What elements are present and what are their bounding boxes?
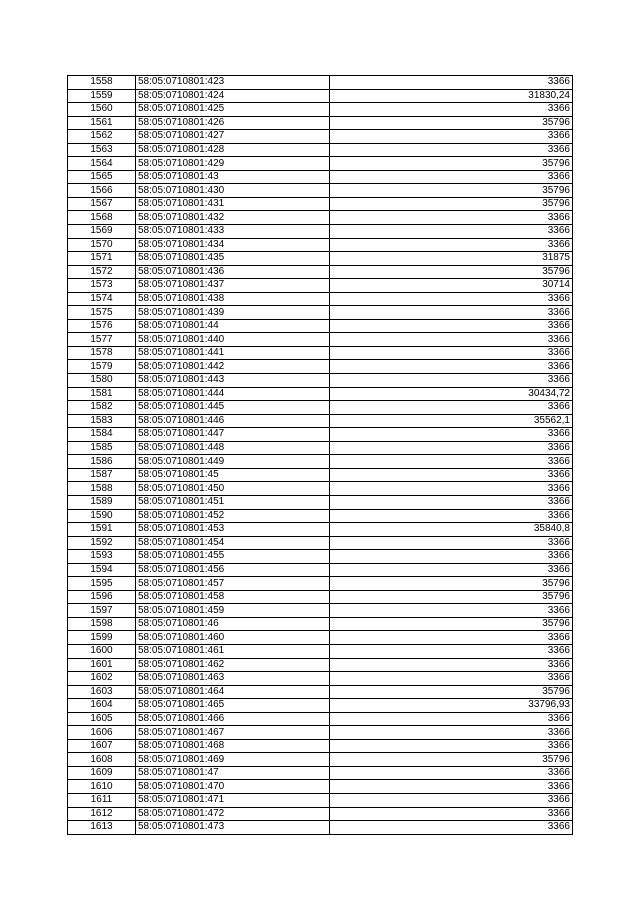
value-cell: 3366: [330, 766, 573, 780]
row-number-cell: 1613: [68, 821, 136, 835]
row-number-cell: 1587: [68, 468, 136, 482]
value-cell: 3366: [330, 292, 573, 306]
row-number-cell: 1590: [68, 509, 136, 523]
cadastral-number-cell: 58:05:0710801:47: [136, 766, 330, 780]
value-cell: 3366: [330, 225, 573, 239]
row-number-cell: 1564: [68, 157, 136, 171]
row-number-cell: 1592: [68, 536, 136, 550]
value-cell: 3366: [330, 319, 573, 333]
cadastral-number-cell: 58:05:0710801:469: [136, 753, 330, 767]
cadastral-number-cell: 58:05:0710801:471: [136, 793, 330, 807]
table-row: [68, 360, 573, 374]
cadastral-number-cell: 58:05:0710801:438: [136, 292, 330, 306]
value-cell: 3366: [330, 455, 573, 469]
value-cell: 31830,24: [330, 89, 573, 103]
cadastral-number-cell: 58:05:0710801:470: [136, 780, 330, 794]
value-cell: 3366: [330, 780, 573, 794]
row-number-cell: 1573: [68, 279, 136, 293]
value-cell: 35796: [330, 577, 573, 591]
value-cell: 35562,1: [330, 414, 573, 428]
table-row: [68, 143, 573, 157]
row-number-cell: 1612: [68, 807, 136, 821]
cadastral-number-cell: 58:05:0710801:465: [136, 699, 330, 713]
cadastral-number-cell: 58:05:0710801:425: [136, 103, 330, 117]
row-number-cell: 1562: [68, 130, 136, 144]
value-cell: 3366: [330, 672, 573, 686]
cadastral-number-cell: 58:05:0710801:461: [136, 644, 330, 658]
value-cell: 3366: [330, 807, 573, 821]
value-cell: 3366: [330, 604, 573, 618]
table-row: [68, 712, 573, 726]
cadastral-number-cell: 58:05:0710801:433: [136, 225, 330, 239]
cadastral-number-cell: 58:05:0710801:460: [136, 631, 330, 645]
row-number-cell: 1599: [68, 631, 136, 645]
value-cell: 3366: [330, 103, 573, 117]
row-number-cell: 1593: [68, 550, 136, 564]
table-row: [68, 306, 573, 320]
cadastral-number-cell: 58:05:0710801:446: [136, 414, 330, 428]
value-cell: 35840,8: [330, 523, 573, 537]
row-number-cell: 1584: [68, 428, 136, 442]
cadastral-number-cell: 58:05:0710801:439: [136, 306, 330, 320]
row-number-cell: 1559: [68, 89, 136, 103]
table-row: [68, 428, 573, 442]
cadastral-number-cell: 58:05:0710801:45: [136, 468, 330, 482]
cadastral-number-cell: 58:05:0710801:447: [136, 428, 330, 442]
cadastral-number-cell: 58:05:0710801:429: [136, 157, 330, 171]
table-row: [68, 252, 573, 266]
row-number-cell: 1576: [68, 319, 136, 333]
cadastral-number-cell: 58:05:0710801:454: [136, 536, 330, 550]
cadastral-number-cell: 58:05:0710801:452: [136, 509, 330, 523]
cadastral-number-cell: 58:05:0710801:440: [136, 333, 330, 347]
cadastral-number-cell: 58:05:0710801:444: [136, 387, 330, 401]
value-cell: 3366: [330, 428, 573, 442]
value-cell: 33796,93: [330, 699, 573, 713]
row-number-cell: 1608: [68, 753, 136, 767]
value-cell: 3366: [330, 563, 573, 577]
row-number-cell: 1563: [68, 143, 136, 157]
table-row: [68, 319, 573, 333]
row-number-cell: 1604: [68, 699, 136, 713]
row-number-cell: 1566: [68, 184, 136, 198]
row-number-cell: 1585: [68, 441, 136, 455]
table-row: [68, 658, 573, 672]
row-number-cell: 1558: [68, 76, 136, 90]
cadastral-number-cell: 58:05:0710801:462: [136, 658, 330, 672]
row-number-cell: 1610: [68, 780, 136, 794]
row-number-cell: 1591: [68, 523, 136, 537]
row-number-cell: 1586: [68, 455, 136, 469]
value-cell: 35796: [330, 685, 573, 699]
cadastral-number-cell: 58:05:0710801:467: [136, 726, 330, 740]
row-number-cell: 1583: [68, 414, 136, 428]
row-number-cell: 1588: [68, 482, 136, 496]
row-number-cell: 1598: [68, 617, 136, 631]
row-number-cell: 1574: [68, 292, 136, 306]
row-number-cell: 1611: [68, 793, 136, 807]
table-row: [68, 482, 573, 496]
value-cell: 3366: [330, 306, 573, 320]
cadastral-number-cell: 58:05:0710801:472: [136, 807, 330, 821]
cadastral-number-cell: 58:05:0710801:448: [136, 441, 330, 455]
cadastral-number-cell: 58:05:0710801:426: [136, 116, 330, 130]
table-row: [68, 563, 573, 577]
table-row: [68, 739, 573, 753]
value-cell: 31875: [330, 252, 573, 266]
table-row: [68, 89, 573, 103]
row-number-cell: 1594: [68, 563, 136, 577]
cadastral-number-cell: 58:05:0710801:464: [136, 685, 330, 699]
value-cell: 3366: [330, 821, 573, 835]
value-cell: 3366: [330, 712, 573, 726]
table-row: [68, 685, 573, 699]
row-number-cell: 1605: [68, 712, 136, 726]
row-number-cell: 1609: [68, 766, 136, 780]
value-cell: 30714: [330, 279, 573, 293]
value-cell: 3366: [330, 401, 573, 415]
value-cell: 3366: [330, 550, 573, 564]
cadastral-number-cell: 58:05:0710801:431: [136, 197, 330, 211]
row-number-cell: 1577: [68, 333, 136, 347]
table-row: [68, 577, 573, 591]
table-row: [68, 238, 573, 252]
row-number-cell: 1560: [68, 103, 136, 117]
table-row: [68, 455, 573, 469]
value-cell: 3366: [330, 739, 573, 753]
table-row: [68, 523, 573, 537]
row-number-cell: 1602: [68, 672, 136, 686]
value-cell: 3366: [330, 482, 573, 496]
table-row: [68, 441, 573, 455]
cadastral-value-table: [67, 75, 573, 835]
value-cell: 35796: [330, 157, 573, 171]
row-number-cell: 1565: [68, 170, 136, 184]
cadastral-number-cell: 58:05:0710801:427: [136, 130, 330, 144]
table-row: [68, 130, 573, 144]
value-cell: 3366: [330, 346, 573, 360]
table-row: [68, 631, 573, 645]
table-row: [68, 617, 573, 631]
cadastral-number-cell: 58:05:0710801:451: [136, 495, 330, 509]
value-cell: 3366: [330, 238, 573, 252]
table-row: [68, 211, 573, 225]
table-row: [68, 644, 573, 658]
table-row: [68, 197, 573, 211]
value-cell: 3366: [330, 726, 573, 740]
table-row: [68, 184, 573, 198]
cadastral-number-cell: 58:05:0710801:434: [136, 238, 330, 252]
value-cell: 35796: [330, 753, 573, 767]
value-cell: 35796: [330, 184, 573, 198]
cadastral-number-cell: 58:05:0710801:436: [136, 265, 330, 279]
row-number-cell: 1569: [68, 225, 136, 239]
table-row: [68, 265, 573, 279]
cadastral-number-cell: 58:05:0710801:463: [136, 672, 330, 686]
row-number-cell: 1561: [68, 116, 136, 130]
value-cell: 3366: [330, 333, 573, 347]
table-row: [68, 387, 573, 401]
row-number-cell: 1597: [68, 604, 136, 618]
table-row: [68, 225, 573, 239]
table-row: [68, 699, 573, 713]
row-number-cell: 1581: [68, 387, 136, 401]
cadastral-number-cell: 58:05:0710801:455: [136, 550, 330, 564]
document-page: [67, 75, 572, 835]
table-row: [68, 374, 573, 388]
cadastral-number-cell: 58:05:0710801:459: [136, 604, 330, 618]
value-cell: 35796: [330, 116, 573, 130]
row-number-cell: 1572: [68, 265, 136, 279]
table-row: [68, 821, 573, 835]
value-cell: 3366: [330, 76, 573, 90]
value-cell: 3366: [330, 143, 573, 157]
table-row: [68, 414, 573, 428]
cadastral-number-cell: 58:05:0710801:453: [136, 523, 330, 537]
row-number-cell: 1571: [68, 252, 136, 266]
value-cell: 3366: [330, 130, 573, 144]
table-row: [68, 726, 573, 740]
cadastral-number-cell: 58:05:0710801:457: [136, 577, 330, 591]
table-row: [68, 103, 573, 117]
value-cell: 35796: [330, 617, 573, 631]
value-cell: 3366: [330, 211, 573, 225]
table-row: [68, 807, 573, 821]
row-number-cell: 1606: [68, 726, 136, 740]
value-cell: 3366: [330, 495, 573, 509]
cadastral-number-cell: 58:05:0710801:445: [136, 401, 330, 415]
row-number-cell: 1579: [68, 360, 136, 374]
row-number-cell: 1567: [68, 197, 136, 211]
row-number-cell: 1603: [68, 685, 136, 699]
table-row: [68, 292, 573, 306]
row-number-cell: 1589: [68, 495, 136, 509]
row-number-cell: 1578: [68, 346, 136, 360]
cadastral-number-cell: 58:05:0710801:424: [136, 89, 330, 103]
row-number-cell: 1570: [68, 238, 136, 252]
table-row: [68, 170, 573, 184]
table-row: [68, 550, 573, 564]
table-row: [68, 495, 573, 509]
value-cell: 3366: [330, 658, 573, 672]
row-number-cell: 1601: [68, 658, 136, 672]
value-cell: 3366: [330, 793, 573, 807]
row-number-cell: 1600: [68, 644, 136, 658]
row-number-cell: 1568: [68, 211, 136, 225]
cadastral-number-cell: 58:05:0710801:43: [136, 170, 330, 184]
table-row: [68, 157, 573, 171]
table-row: [68, 793, 573, 807]
cadastral-number-cell: 58:05:0710801:449: [136, 455, 330, 469]
cadastral-number-cell: 58:05:0710801:442: [136, 360, 330, 374]
cadastral-number-cell: 58:05:0710801:466: [136, 712, 330, 726]
table-row: [68, 333, 573, 347]
cadastral-number-cell: 58:05:0710801:456: [136, 563, 330, 577]
value-cell: 3366: [330, 170, 573, 184]
value-cell: 3366: [330, 360, 573, 374]
cadastral-number-cell: 58:05:0710801:437: [136, 279, 330, 293]
value-cell: 3366: [330, 468, 573, 482]
table-row: [68, 753, 573, 767]
cadastral-number-cell: 58:05:0710801:430: [136, 184, 330, 198]
row-number-cell: 1580: [68, 374, 136, 388]
cadastral-number-cell: 58:05:0710801:473: [136, 821, 330, 835]
table-row: [68, 672, 573, 686]
value-cell: 3366: [330, 631, 573, 645]
table-row: [68, 780, 573, 794]
cadastral-number-cell: 58:05:0710801:435: [136, 252, 330, 266]
value-cell: 35796: [330, 197, 573, 211]
value-cell: 3366: [330, 509, 573, 523]
value-cell: 3366: [330, 536, 573, 550]
value-cell: 30434,72: [330, 387, 573, 401]
table-row: [68, 468, 573, 482]
cadastral-number-cell: 58:05:0710801:432: [136, 211, 330, 225]
cadastral-number-cell: 58:05:0710801:46: [136, 617, 330, 631]
value-cell: 3366: [330, 644, 573, 658]
cadastral-number-cell: 58:05:0710801:450: [136, 482, 330, 496]
table-row: [68, 509, 573, 523]
cadastral-number-cell: 58:05:0710801:423: [136, 76, 330, 90]
table-row: [68, 401, 573, 415]
table-row: [68, 590, 573, 604]
value-cell: 3366: [330, 441, 573, 455]
table-row: [68, 346, 573, 360]
table-row: [68, 766, 573, 780]
table-row: [68, 604, 573, 618]
table-row: [68, 116, 573, 130]
value-cell: 35796: [330, 265, 573, 279]
cadastral-number-cell: 58:05:0710801:441: [136, 346, 330, 360]
value-cell: 35796: [330, 590, 573, 604]
table-row: [68, 279, 573, 293]
cadastral-number-cell: 58:05:0710801:44: [136, 319, 330, 333]
table-body: [68, 76, 573, 835]
cadastral-number-cell: 58:05:0710801:468: [136, 739, 330, 753]
cadastral-number-cell: 58:05:0710801:458: [136, 590, 330, 604]
table-row: [68, 76, 573, 90]
row-number-cell: 1596: [68, 590, 136, 604]
cadastral-number-cell: 58:05:0710801:443: [136, 374, 330, 388]
row-number-cell: 1595: [68, 577, 136, 591]
cadastral-number-cell: 58:05:0710801:428: [136, 143, 330, 157]
row-number-cell: 1575: [68, 306, 136, 320]
row-number-cell: 1607: [68, 739, 136, 753]
row-number-cell: 1582: [68, 401, 136, 415]
value-cell: 3366: [330, 374, 573, 388]
table-row: [68, 536, 573, 550]
